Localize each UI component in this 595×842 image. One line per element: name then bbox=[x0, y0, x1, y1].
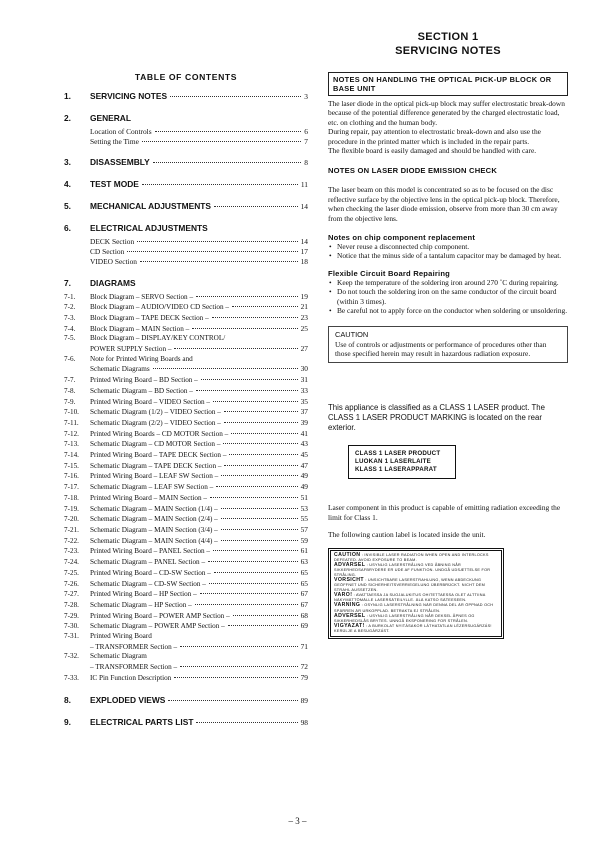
page-ref: 25 bbox=[300, 323, 308, 333]
toc-item bbox=[64, 525, 308, 536]
page-ref: 72 bbox=[300, 662, 308, 672]
item-num: 7-2. bbox=[64, 303, 76, 312]
item-title: Schematic Diagram – CD-SW Section – bbox=[90, 579, 206, 588]
flex-bullet-list bbox=[328, 278, 568, 316]
item-title: Printed Wiring Boards – CD MOTOR Section – bbox=[90, 429, 229, 438]
item-num: 7-12. bbox=[64, 429, 79, 438]
section-num: 1. bbox=[64, 91, 71, 101]
list-item: • Do not touch the soldering iron on the same conductor of the circuit board (within 3 times). bbox=[328, 287, 568, 306]
label-line: KLASS 1 LASERAPPARAT bbox=[355, 466, 437, 474]
sub-title: Setting the Time bbox=[90, 136, 139, 146]
leader-dots bbox=[168, 700, 297, 701]
leader-dots bbox=[142, 184, 298, 185]
list-item: • Notice that the minus side of a tantalum capacitor may be damaged by heat. bbox=[328, 251, 568, 260]
item-num: 7-31. bbox=[64, 632, 79, 641]
page-ref: 31 bbox=[300, 375, 308, 385]
item-title: Schematic Diagram (1/2) – VIDEO Section – bbox=[90, 408, 221, 417]
page-ref: 14 bbox=[300, 237, 308, 247]
warning-label bbox=[328, 548, 504, 640]
toc-body bbox=[64, 91, 308, 728]
toc-item bbox=[64, 334, 308, 344]
leader-dots bbox=[180, 666, 297, 667]
leader-dots bbox=[214, 572, 298, 573]
leader-dots bbox=[216, 486, 297, 487]
toc-subentry bbox=[90, 257, 308, 267]
section-title: GENERAL bbox=[90, 113, 131, 123]
label-line: CLASS 1 LASER PRODUCT bbox=[355, 450, 441, 458]
toc-item bbox=[64, 355, 308, 365]
page-ref: 68 bbox=[300, 610, 308, 620]
item-title: Block Diagram – TAPE DECK Section – bbox=[90, 313, 209, 322]
leader-dots bbox=[210, 497, 298, 498]
table-of-contents bbox=[64, 70, 308, 728]
page-ref: 98 bbox=[300, 717, 308, 727]
item-num: 7-30. bbox=[64, 622, 79, 631]
item-num: 7-32. bbox=[64, 652, 79, 661]
page-ref: 59 bbox=[300, 535, 308, 545]
toc-item bbox=[64, 600, 308, 611]
section-num: 9. bbox=[64, 716, 71, 727]
warning-line bbox=[334, 578, 498, 593]
toc-subentry bbox=[90, 127, 308, 137]
leader-dots bbox=[140, 261, 298, 262]
leader-dots bbox=[196, 722, 297, 723]
page-ref: 57 bbox=[300, 524, 308, 534]
leader-dots bbox=[196, 390, 298, 391]
item-title: Schematic Diagram – PANEL Section – bbox=[90, 558, 206, 567]
list-item: • Never reuse a disconnected chip component. bbox=[328, 242, 568, 251]
item-num: 7-23. bbox=[64, 547, 79, 556]
item-num: 7-19. bbox=[64, 504, 79, 513]
toc-item bbox=[64, 471, 308, 482]
leader-dots bbox=[200, 593, 298, 594]
item-title: Schematic Diagram – MAIN Section (3/4) – bbox=[90, 525, 218, 534]
leader-dots bbox=[212, 317, 298, 318]
page-ref: 7 bbox=[304, 136, 308, 146]
leader-dots bbox=[229, 454, 297, 455]
toc-item bbox=[64, 568, 308, 579]
caution-text: Use of controls or adjustments or performance of procedures other than those specified herein may result in hazardous radiation exposure. bbox=[335, 339, 547, 358]
page-ref: 8 bbox=[304, 158, 308, 168]
item-num: 7-18. bbox=[64, 493, 79, 502]
item-num: 7-11. bbox=[64, 418, 79, 427]
section-title: MECHANICAL ADJUSTMENTS bbox=[90, 201, 211, 212]
optical-paragraph: The flexible board is easily damaged and should be handled with care. bbox=[328, 146, 537, 156]
item-title: Schematic Diagram – MAIN Section (2/4) – bbox=[90, 515, 218, 524]
item-title-cont: POWER SUPPLY Section – bbox=[90, 345, 172, 354]
toc-item-cont bbox=[90, 364, 308, 375]
page-ref: 47 bbox=[300, 460, 308, 470]
leader-dots bbox=[224, 465, 297, 466]
toc-item bbox=[64, 482, 308, 493]
item-title: Schematic Diagram bbox=[90, 652, 147, 661]
toc-item bbox=[64, 652, 308, 662]
spacer bbox=[64, 146, 308, 157]
sub-title: CD Section bbox=[90, 247, 125, 257]
page-ref: 67 bbox=[300, 599, 308, 609]
leader-dots bbox=[127, 251, 297, 252]
toc-section bbox=[64, 223, 308, 234]
warning-word: ADVERSEL bbox=[334, 612, 366, 619]
item-num: 7-17. bbox=[64, 483, 79, 492]
toc-title: TABLE OF CONTENTS bbox=[134, 72, 238, 82]
item-num: 7-28. bbox=[64, 600, 79, 609]
spacer bbox=[64, 706, 308, 717]
warning-text: : A BURKOLAT NYITÁSAKOR LÁTHATATLAN LÉZERSUGÁRZÁS! KERÜLJE A BESUGÁRZÁST. bbox=[334, 623, 492, 633]
chip-bullet-list bbox=[328, 242, 568, 261]
item-title: Schematic Diagram – BD Section – bbox=[90, 386, 193, 395]
toc-item bbox=[64, 536, 308, 547]
class1-statement: This appliance is classified as a CLASS 1 LASER product. The CLASS 1 LASER PRODUCT MARKING is located on the rear exterior. bbox=[328, 403, 545, 433]
toc-item bbox=[64, 589, 308, 600]
page-ref: 41 bbox=[300, 428, 308, 438]
item-num: 7-26. bbox=[64, 579, 79, 588]
item-title: Block Diagram – DISPLAY/KEY CONTROL/ bbox=[90, 334, 226, 343]
item-title: Printed Wiring Board – PANEL Section – bbox=[90, 547, 211, 556]
section-num: 2. bbox=[64, 113, 71, 123]
leader-dots bbox=[221, 508, 298, 509]
leader-dots bbox=[221, 518, 298, 519]
warning-text: : AVATTAESSA JA SUOJALUKITUS OHITETTAESSA OLET ALTTIINA NÄKYMÄTTÖMÄLLE LASERSÄTEILYLLE. ÄLÄ KATSO SÄTEESEEN. bbox=[334, 593, 486, 603]
warning-word: VARO! bbox=[334, 592, 353, 599]
item-title: Printed Wiring Board – VIDEO Section – bbox=[90, 397, 211, 406]
warning-line bbox=[334, 563, 498, 578]
leader-dots bbox=[228, 625, 298, 626]
page-ref: 37 bbox=[300, 407, 308, 417]
item-num: 7-20. bbox=[64, 515, 79, 524]
leader-dots bbox=[223, 443, 297, 444]
warning-text: : USYNLIG LASERSTRÅLING NÅR DEKSEL ÅPNES OG SIKKERHEDSLÅS BRYTES. UNNGÅ EKSPONERING FOR STRÅLEN. bbox=[334, 613, 475, 623]
item-title: Block Diagram – AUDIO/VIDEO CD Section – bbox=[90, 303, 229, 312]
leader-dots bbox=[155, 131, 302, 132]
leader-dots bbox=[153, 368, 298, 369]
item-title: Schematic Diagram (2/2) – VIDEO Section – bbox=[90, 418, 221, 427]
toc-subentry bbox=[90, 237, 308, 247]
section-num: 8. bbox=[64, 694, 71, 705]
leader-dots bbox=[232, 306, 298, 307]
page-ref: 67 bbox=[300, 589, 308, 599]
warning-label-inner bbox=[330, 550, 502, 638]
item-title: Schematic Diagram – HP Section – bbox=[90, 600, 192, 609]
item-num: 7-25. bbox=[64, 568, 79, 577]
item-num: 7-3. bbox=[64, 313, 76, 322]
label-line: LUOKAN 1 LASERLAITE bbox=[355, 458, 431, 466]
servicing-notes-column bbox=[328, 30, 568, 639]
item-num: 7-10. bbox=[64, 408, 79, 417]
page-ref: 19 bbox=[300, 291, 308, 301]
leader-dots bbox=[209, 583, 298, 584]
toc-item-cont bbox=[90, 642, 308, 653]
leader-dots bbox=[233, 615, 298, 616]
spacer bbox=[64, 267, 308, 278]
toc-item bbox=[64, 461, 308, 472]
item-title: Schematic Diagram – MAIN Section (4/4) – bbox=[90, 536, 218, 545]
spacer bbox=[64, 212, 308, 223]
section-title: ELECTRICAL PARTS LIST bbox=[90, 716, 194, 727]
section-num: 5. bbox=[64, 201, 71, 212]
item-num: 7-4. bbox=[64, 324, 76, 333]
toc-item bbox=[64, 450, 308, 461]
sub-title: Location of Controls bbox=[90, 127, 152, 136]
item-title: Schematic Diagram – TAPE DECK Section – bbox=[90, 461, 222, 470]
item-title: Schematic Diagram – LEAF SW Section – bbox=[90, 483, 214, 492]
item-num: 7-7. bbox=[64, 376, 76, 385]
section-title: TEST MODE bbox=[90, 179, 139, 190]
leader-dots bbox=[195, 604, 298, 605]
item-title: Schematic Diagram – CD MOTOR Section – bbox=[90, 440, 221, 449]
item-title: Schematic Diagram – POWER AMP Section – bbox=[90, 622, 225, 631]
item-title-cont: Schematic Diagrams bbox=[90, 365, 150, 374]
page-ref: 49 bbox=[300, 471, 308, 481]
section-number: SECTION 1 bbox=[417, 31, 479, 43]
laser-diode-paragraph: The laser beam on this model is concentrated so as to be focused on the disc reflective surface by the objective lens in the optical pick-up block. Therefore, when checking the laser diode emission, observe from more than 30 cm away from the objective lens. bbox=[328, 185, 560, 223]
toc-item bbox=[64, 439, 308, 450]
toc-item-cont bbox=[90, 344, 308, 355]
item-title: Block Diagram – MAIN Section – bbox=[90, 324, 190, 333]
item-title: Printed Wiring Board bbox=[90, 632, 152, 641]
spacer bbox=[64, 102, 308, 113]
leader-dots bbox=[214, 206, 298, 207]
item-title: Printed Wiring Board – BD Section – bbox=[90, 376, 198, 385]
page-ref: 45 bbox=[300, 450, 308, 460]
item-num: 7-33. bbox=[64, 673, 79, 682]
page-ref: 6 bbox=[304, 127, 308, 136]
page-ref: 17 bbox=[300, 247, 308, 257]
page-ref: 71 bbox=[300, 641, 308, 651]
section-title: SERVICING NOTES bbox=[395, 45, 501, 57]
toc-item bbox=[64, 632, 308, 642]
leader-dots bbox=[221, 540, 298, 541]
toc-item bbox=[64, 579, 308, 590]
item-num: 7-5. bbox=[64, 334, 76, 343]
leader-dots bbox=[224, 411, 298, 412]
leader-dots bbox=[196, 296, 298, 297]
page-ref: 63 bbox=[300, 557, 308, 567]
section-title: EXPLODED VIEWS bbox=[90, 694, 166, 705]
item-num: 7-22. bbox=[64, 536, 79, 545]
item-num: 7-9. bbox=[64, 397, 76, 406]
warning-text: : USYNLIG LASERSTRÅLING VED ÅBNING NÅR SIKKERHEDSAFBRYDERE ER UDE AF FUNKTION. UNDGÅ UDSÆTTELSE FOR STRÅLING. bbox=[334, 562, 491, 577]
item-title-cont: – TRANSFORMER Section – bbox=[90, 642, 178, 651]
warning-word: VARNING bbox=[334, 602, 361, 609]
toc-item bbox=[64, 407, 308, 418]
leader-dots bbox=[213, 401, 298, 402]
page-ref: 39 bbox=[300, 417, 308, 427]
optical-pickup-heading: NOTES ON HANDLING THE OPTICAL PICK-UP BLOCK OR BASE UNIT bbox=[328, 72, 568, 96]
item-title: Printed Wiring Board – MAIN Section – bbox=[90, 493, 207, 502]
page-ref: 33 bbox=[300, 385, 308, 395]
item-num: 7-29. bbox=[64, 611, 79, 620]
section-num: 6. bbox=[64, 223, 71, 234]
toc-section bbox=[64, 179, 308, 190]
page-ref: 30 bbox=[300, 364, 308, 374]
toc-item bbox=[64, 514, 308, 525]
toc-item bbox=[64, 375, 308, 386]
leader-dots bbox=[231, 433, 297, 434]
page-ref: 14 bbox=[300, 202, 308, 212]
leader-dots bbox=[224, 422, 298, 423]
item-num: 7-13. bbox=[64, 440, 79, 449]
toc-section bbox=[64, 157, 308, 168]
toc-section bbox=[64, 201, 308, 212]
page-ref: 27 bbox=[300, 344, 308, 354]
spacer bbox=[64, 168, 308, 179]
page-ref: 79 bbox=[300, 672, 308, 682]
toc-item bbox=[64, 673, 308, 684]
page-ref: 18 bbox=[300, 256, 308, 266]
section-num: 3. bbox=[64, 157, 71, 168]
list-item: • Be careful not to apply force on the conductor when soldering or unsoldering. bbox=[328, 306, 568, 315]
toc-section bbox=[64, 717, 308, 728]
caution-box bbox=[328, 326, 568, 364]
caution-label-text: The following caution label is located inside the unit. bbox=[328, 530, 486, 540]
item-num: 7-6. bbox=[64, 354, 76, 363]
leader-dots bbox=[192, 328, 297, 329]
section-num: 7. bbox=[64, 277, 71, 288]
sub-title: DECK Section bbox=[90, 237, 135, 247]
page-ref: 3 bbox=[304, 92, 308, 101]
item-title: Note for Printed Wiring Boards and bbox=[90, 354, 193, 363]
page-ref: 55 bbox=[300, 514, 308, 524]
leader-dots bbox=[208, 561, 298, 562]
page-ref: 61 bbox=[300, 546, 308, 556]
item-num: 7-14. bbox=[64, 451, 79, 460]
item-title-cont: – TRANSFORMER Section – bbox=[90, 663, 178, 672]
toc-item bbox=[64, 611, 308, 622]
item-title: Schematic Diagram – MAIN Section (1/4) – bbox=[90, 504, 218, 513]
warning-text: : INVISIBLE LASER RADIATION WHEN OPEN AND INTERLOCKS DEFEATED. AVOID EXPOSURE TO BEAM. bbox=[334, 552, 489, 562]
warning-word: VORSICHT bbox=[334, 577, 365, 583]
spacer bbox=[64, 190, 308, 201]
page-ref: 53 bbox=[300, 503, 308, 513]
item-num: 7-27. bbox=[64, 590, 79, 599]
warning-text: : UNSICHTBARE LASERSTRAHLUNG, WENN ABDECKUNG GEÖFFNET UND SICHERHEITSVERRIEGELUNG ÜBERBRÜCKT. NICHT DEM STRAHL AUSSETZEN. bbox=[334, 578, 486, 593]
item-title: Printed Wiring Board – LEAF SW Section – bbox=[90, 472, 219, 481]
page-ref: 69 bbox=[300, 621, 308, 631]
leader-dots bbox=[213, 550, 298, 551]
item-title: Printed Wiring Board – TAPE DECK Section – bbox=[90, 451, 227, 460]
item-num: 7-15. bbox=[64, 461, 79, 470]
list-item: • Keep the temperature of the soldering iron around 270 ˚C during repairing. bbox=[328, 278, 568, 287]
section-title: SERVICING NOTES bbox=[90, 91, 168, 101]
toc-item bbox=[64, 292, 308, 303]
laser-component-text: Laser component in this product is capable of emitting radiation exceeding the limit for Class 1. bbox=[328, 503, 561, 522]
item-title: Printed Wiring Board – HP Section – bbox=[90, 590, 197, 599]
optical-paragraph: During repair, pay attention to electrostatic break-down and also use the procedure in the printed matter which is included in the repair parts. bbox=[328, 127, 541, 146]
item-num: 7-8. bbox=[64, 386, 76, 395]
item-title: Printed Wiring Board – CD-SW Section – bbox=[90, 568, 211, 577]
page-ref: 51 bbox=[300, 492, 308, 502]
section-title: DIAGRAMS bbox=[90, 277, 136, 288]
page-ref: 43 bbox=[300, 439, 308, 449]
toc-item bbox=[64, 302, 308, 313]
leader-dots bbox=[174, 348, 297, 349]
toc-item bbox=[64, 313, 308, 324]
page-ref: 49 bbox=[300, 482, 308, 492]
item-title: Printed Wiring Board – POWER AMP Section – bbox=[90, 611, 230, 620]
page-ref: 21 bbox=[300, 302, 308, 312]
page-ref: 11 bbox=[300, 180, 308, 190]
leader-dots bbox=[221, 529, 298, 530]
item-num: 7-21. bbox=[64, 525, 79, 534]
leader-dots bbox=[174, 677, 297, 678]
leader-dots bbox=[180, 646, 297, 647]
toc-item bbox=[64, 557, 308, 568]
laser-diode-heading: NOTES ON LASER DIODE EMISSION CHECK bbox=[328, 166, 498, 176]
item-title: IC Pin Function Description bbox=[90, 673, 172, 682]
item-title: Block Diagram – SERVO Section – bbox=[90, 292, 194, 301]
toc-item bbox=[64, 546, 308, 557]
toc-item bbox=[64, 324, 308, 335]
page-ref: 35 bbox=[300, 396, 308, 406]
leader-dots bbox=[221, 475, 297, 476]
toc-item bbox=[64, 429, 308, 440]
leader-dots bbox=[201, 379, 298, 380]
toc-item-cont bbox=[90, 662, 308, 673]
toc-item bbox=[64, 397, 308, 408]
toc-item bbox=[64, 493, 308, 504]
leader-dots bbox=[170, 96, 301, 97]
toc-section bbox=[64, 91, 308, 102]
section-num: 4. bbox=[64, 179, 71, 190]
toc-item bbox=[64, 621, 308, 632]
warning-text: : OSYNLIG LASERSTRÅLNING NÄR DENNA DEL ÄR ÖPPNAD OCH SPÄRREN ÄR URKOPPLAD. BETRAKTA EJ STRÅLEN. bbox=[334, 603, 494, 613]
warning-word: ADVARSEL bbox=[334, 561, 366, 568]
leader-dots bbox=[142, 141, 301, 142]
toc-section bbox=[64, 113, 308, 124]
toc-section bbox=[64, 278, 308, 289]
warning-word: CAUTION bbox=[334, 551, 361, 558]
spacer bbox=[64, 684, 308, 695]
optical-paragraph: The laser diode in the optical pick-up block may suffer electrostatic break-down because of the potential difference generated by the charged electrostatic load, etc. on clothing and the human body. bbox=[328, 99, 565, 127]
leader-dots bbox=[137, 241, 297, 242]
page-ref: 65 bbox=[300, 567, 308, 577]
leader-dots bbox=[153, 162, 302, 163]
chip-heading: Notes on chip component replacement bbox=[328, 233, 476, 243]
class1-laser-label bbox=[348, 445, 456, 479]
item-num: 7-24. bbox=[64, 558, 79, 567]
item-num: 7-1. bbox=[64, 292, 76, 301]
page-ref: 65 bbox=[300, 578, 308, 588]
toc-subentry bbox=[90, 247, 308, 257]
toc-subentry bbox=[90, 137, 308, 147]
toc-section bbox=[64, 695, 308, 706]
toc-item bbox=[64, 504, 308, 515]
page-number: – 3 – bbox=[288, 816, 307, 826]
warning-line bbox=[334, 624, 498, 634]
page-ref: 89 bbox=[300, 695, 308, 705]
section-title: ELECTRICAL ADJUSTMENTS bbox=[90, 223, 208, 234]
toc-item bbox=[64, 418, 308, 429]
caution-title: CAUTION bbox=[335, 329, 369, 339]
section-title: DISASSEMBLY bbox=[90, 157, 150, 168]
toc-item bbox=[64, 386, 308, 397]
flex-heading: Flexible Circuit Board Repairing bbox=[328, 268, 451, 278]
page-ref: 23 bbox=[300, 312, 308, 322]
item-num: 7-16. bbox=[64, 472, 79, 481]
sub-title: VIDEO Section bbox=[90, 256, 138, 266]
warning-word: VIGYAZAT! bbox=[334, 622, 365, 629]
